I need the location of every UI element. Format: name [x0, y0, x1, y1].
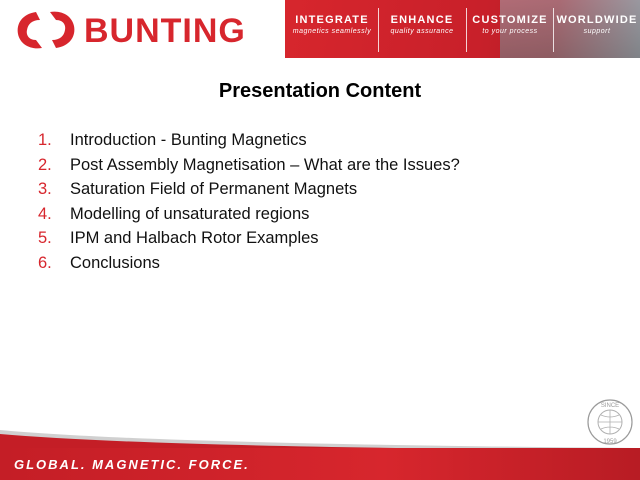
banner-divider	[378, 8, 379, 52]
list-item	[38, 254, 460, 279]
list-item-text: Saturation Field of Permanent Magnets	[70, 180, 358, 198]
list-item	[38, 131, 460, 156]
banner-item-title: ENHANCE	[390, 14, 454, 26]
list-item	[38, 180, 460, 205]
content-list	[38, 131, 460, 278]
banner-item-subtitle: to your process	[482, 28, 538, 35]
list-item	[38, 229, 460, 254]
banner-item-subtitle: magnetics seamlessly	[292, 28, 372, 35]
banner	[285, 0, 640, 58]
bunting-logo-icon	[14, 8, 78, 52]
list-item-number: 2.	[38, 155, 52, 174]
brand-name: BUNTING	[84, 12, 246, 50]
list-item-text: IPM and Halbach Rotor Examples	[70, 229, 319, 247]
list-item-number: 3.	[38, 180, 52, 198]
slide-title: Presentation Content	[218, 80, 422, 102]
seal-top-text: SINCE	[600, 403, 620, 409]
footer-swoosh	[0, 420, 640, 450]
banner-item-subtitle: support	[583, 28, 611, 35]
footer-tagline: GLOBAL. MAGNETIC. FORCE.	[14, 457, 250, 472]
banner-item-subtitle: quality assurance	[390, 28, 454, 35]
list-item	[38, 156, 460, 181]
list-item-text: Introduction - Bunting Magnetics	[70, 131, 307, 149]
banner-item-title: WORLDWIDE	[556, 14, 638, 26]
list-item-number: 1.	[38, 131, 52, 149]
banner-divider	[466, 8, 467, 52]
banner-item-integrate	[291, 14, 373, 35]
bunting-logo	[14, 8, 274, 52]
banner-item-title: CUSTOMIZE	[472, 14, 548, 26]
list-item-number: 6.	[38, 253, 52, 272]
list-item-number: 5.	[38, 229, 52, 247]
banner-item-enhance	[383, 14, 461, 35]
list-item-number: 4.	[38, 204, 52, 223]
banner-item-customize	[469, 14, 551, 35]
banner-item-worldwide	[555, 14, 639, 35]
list-item-text: Modelling of unsaturated regions	[70, 204, 310, 223]
list-item-text: Conclusions	[70, 253, 160, 272]
banner-item-title: INTEGRATE	[295, 14, 369, 26]
seal-bottom-text: 1959	[603, 439, 617, 445]
banner-divider	[553, 8, 554, 52]
list-item	[38, 205, 460, 230]
footer-bar	[0, 448, 640, 480]
header	[0, 0, 640, 64]
list-item-text: Post Assembly Magnetisation – What are the Issues?	[70, 155, 460, 174]
